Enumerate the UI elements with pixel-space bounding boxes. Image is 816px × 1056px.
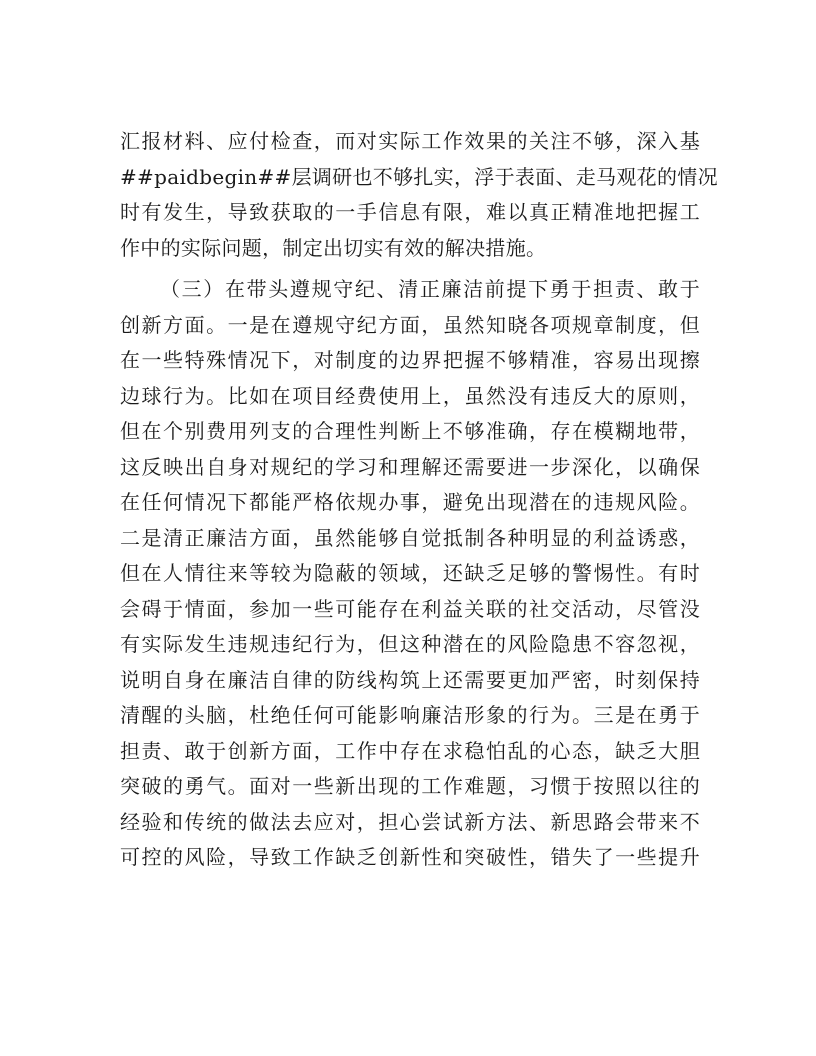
text-line: 在一些特殊情况下，对制度的边界把握不够精准，容易出现擦 [120, 348, 700, 372]
text-line: 会碍于情面，参加一些可能存在利益关联的社交活动，尽管没 [120, 596, 700, 621]
text-line: 担责、敢于创新方面，工作中存在求稳怕乱的心态，缺乏大胆 [120, 738, 700, 763]
text-line: 经验和传统的做法去应对，担心尝试新方法、新思路会带来不 [120, 809, 700, 834]
text-line: 说明自身在廉洁自律的防线构筑上还需要更加严密，时刻保持 [120, 667, 700, 692]
text-line: 但在个别费用列支的合理性判断上不够准确，存在模糊地带， [120, 419, 700, 443]
text-line: （三）在带头遵规守纪、清正廉洁前提下勇于担责、敢于 [160, 277, 700, 301]
text-line: 边球行为。比如在项目经费使用上，虽然没有违反大的原则， [120, 383, 700, 408]
paragraph-1 [120, 124, 718, 266]
text-line: 时有发生，导致获取的一手信息有限，难以真正精准地把握工 [120, 200, 700, 224]
document-body [120, 124, 718, 876]
text-line: 汇报材料、应付检查，而对实际工作效果的关注不够，深入基 [120, 129, 700, 153]
text-line: ##paidbegin##层调研也不够扎实，浮于表面、走马观花的情况 [120, 164, 718, 189]
text-line: 但在人情往来等较为隐蔽的领域，还缺乏足够的警惕性。有时 [120, 561, 700, 585]
text-line: 创新方面。一是在遵规守纪方面，虽然知晓各项规章制度，但 [120, 312, 700, 337]
paragraph-2 [120, 272, 700, 876]
text-line: 清醒的头脑，杜绝任何可能影响廉洁形象的行为。三是在勇于 [120, 703, 700, 727]
text-line: 突破的勇气。面对一些新出现的工作难题，习惯于按照以往的 [120, 774, 700, 798]
text-line: 这反映出自身对规纪的学习和理解还需要进一步深化，以确保 [120, 454, 700, 479]
text-line: 二是清正廉洁方面，虽然能够自觉抵制各种明显的利益诱惑， [120, 525, 700, 550]
text-line: 作中的实际问题，制定出切实有效的解决措施。 [120, 235, 547, 260]
text-line: 可控的风险，导致工作缺乏创新性和突破性，错失了一些提升 [120, 845, 700, 869]
text-line: 有实际发生违规违纪行为，但这种潜在的风险隐患不容忽视， [120, 632, 700, 656]
text-line: 在任何情况下都能严格依规办事，避免出现潜在的违规风险。 [120, 490, 700, 514]
